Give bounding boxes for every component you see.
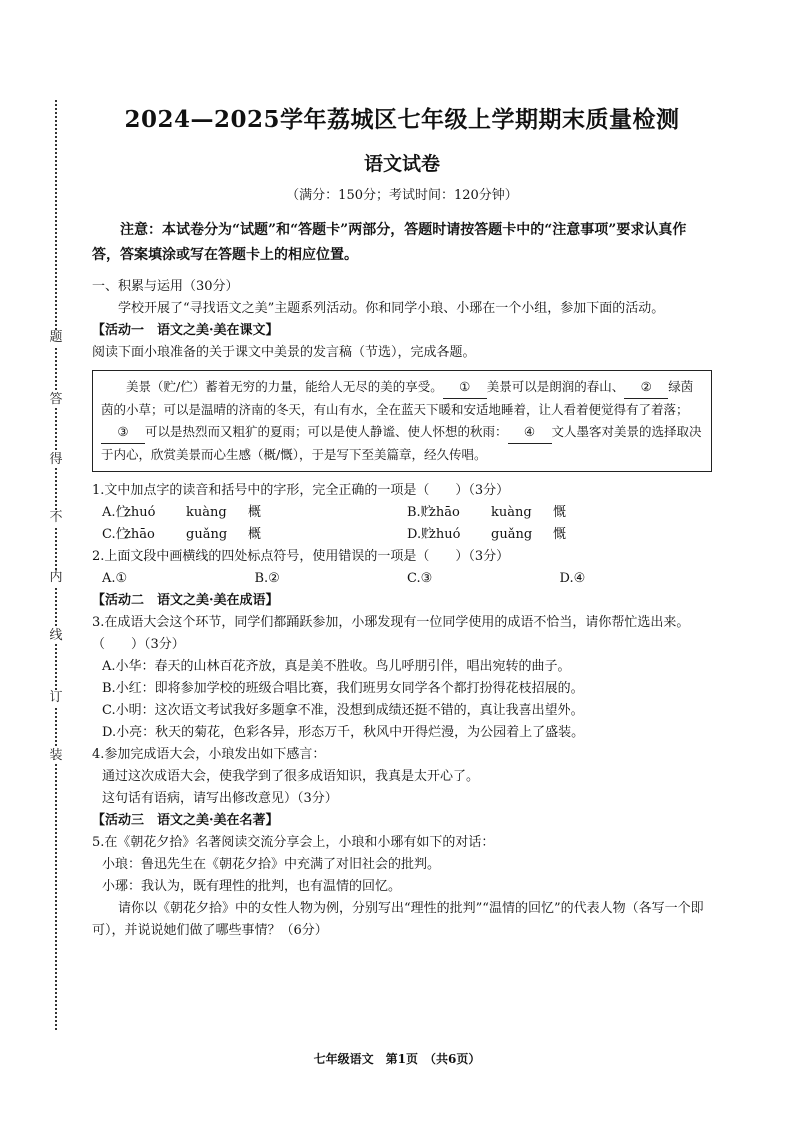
option-pinyin: kuàng	[491, 505, 532, 520]
activity1-heading: 【活动一 语文之美·美在课文】	[92, 323, 279, 338]
option-char: 慨	[553, 505, 567, 520]
option-a[interactable]: A.小华：春天的山林百花齐放，真是美不胜收。鸟儿呼朋引伴，唱出宛转的曲子。	[102, 659, 571, 674]
exam-subtitle: 语文试卷	[363, 153, 440, 175]
option-letter: D.贮	[407, 527, 435, 542]
option-pinyin: kuàng	[186, 505, 227, 520]
page-footer: 七年级语文 第1页 （共6页）	[313, 1052, 481, 1066]
binding-char: 得	[47, 452, 65, 468]
option-a[interactable]: A.①	[102, 571, 128, 586]
dialogue-line: 小琊：我认为，既有理性的批判，也有温情的回忆。	[102, 879, 402, 894]
question-3-stem: 3.在成语大会这个环节，同学们都踊跃参加，小琊发现有一位同学使用的成语不恰当，请你帮忙选出来。（ ）（3分）	[92, 615, 690, 652]
passage-blank: ①	[443, 376, 487, 399]
question-5-stem: 5.在《朝花夕拾》名著阅读交流分享会上，小琅和小琊有如下的对话：	[92, 835, 495, 850]
option-pinyin: guǎng	[491, 527, 533, 542]
part1-intro: 学校开展了“寻找语文之美”主题系列活动。你和同学小琅、小琊在一个小组，参加下面的活动。	[118, 301, 665, 316]
option-b[interactable]	[407, 502, 712, 524]
option-d[interactable]	[407, 524, 712, 546]
option-c[interactable]: C.③	[407, 571, 433, 586]
option-pinyin: guǎng	[186, 527, 228, 542]
option-char: 概	[248, 527, 262, 542]
passage-text: 文人墨客对美景的选择取决于内心，欣赏美景而心生感（概/慨），于是写下至美篇章，经久传唱。	[101, 424, 702, 462]
option-pinyin: zhuó	[124, 505, 156, 520]
activity1-intro: 阅读下面小琅准备的关于课文中美景的发言稿（节选），完成各题。	[92, 345, 476, 360]
part1-heading: 一、积累与运用（30分）	[92, 279, 239, 294]
passage-text: 美景可以是朗润的春山、	[486, 379, 625, 394]
option-pinyin: zhāo	[429, 505, 460, 520]
binding-line	[55, 100, 57, 1030]
exam-title: 2024—2025学年荔城区七年级上学期期末质量检测	[124, 106, 680, 133]
binding-char: 内	[47, 570, 65, 586]
option-char: 慨	[553, 527, 567, 542]
exam-meta: （满分：150分；考试时间：120分钟）	[286, 188, 518, 203]
question-1-options	[92, 502, 712, 546]
option-c[interactable]	[102, 524, 407, 546]
option-letter: B.贮	[407, 505, 434, 520]
passage-text: 绿茵茵的小草；可以是温晴的济南的冬天，有山有水，全在蓝天下暖和安适地睡着，让人看着便觉得有了着落；	[101, 379, 694, 417]
question-4-ask: 这句话有语病，请写出修改意见）（3分）	[102, 791, 338, 806]
option-pinyin: zhuó	[429, 527, 461, 542]
option-c[interactable]: C.小明：这次语文考试我好多题拿不准，没想到成绩还挺不错的，真让我喜出望外。	[102, 703, 584, 718]
option-char: 概	[248, 505, 262, 520]
activity3-heading: 【活动三 语文之美·美在名著】	[92, 813, 279, 828]
activity2-heading: 【活动二 语文之美·美在成语】	[92, 593, 279, 608]
option-d[interactable]: D.④	[559, 571, 586, 586]
option-letter: C.伫	[102, 527, 129, 542]
passage-blank: ③	[101, 421, 145, 444]
option-letter: A.伫	[102, 505, 129, 520]
option-b[interactable]: B.小红：即将参加学校的班级合唱比赛，我们班男女同学各个都打扮得花枝招展的。	[102, 681, 584, 696]
dialogue-line: 小琅：鲁迅先生在《朝花夕拾》中充满了对旧社会的批判。	[102, 857, 441, 872]
option-b[interactable]: B.②	[254, 571, 280, 586]
passage-text: 美景（贮/伫）蓄着无穷的力量，能给人无尽的美的享受。	[126, 379, 443, 394]
option-pinyin: zhāo	[124, 527, 155, 542]
binding-char: 答	[47, 392, 65, 408]
passage-text: 可以是热烈而又粗犷的夏雨；可以是使人静谧、使人怀想的秋雨：	[145, 424, 508, 439]
question-1-stem: 1.文中加点字的读音和括号中的字形，完全正确的一项是（ ）（3分）	[92, 483, 510, 498]
binding-char: 线	[47, 628, 65, 644]
passage-blank: ④	[508, 421, 552, 444]
binding-char: 题	[47, 330, 65, 346]
binding-char: 订	[47, 690, 65, 706]
question-5-ask: 请你以《朝花夕拾》中的女性人物为例，分别写出“理性的批判”“温情的回忆”的代表人物（各写一个即可），并说说她们做了哪些事情？（6分）	[92, 901, 704, 938]
option-d[interactable]: D.小亮：秋天的菊花，色彩各异，形态万千，秋风中开得烂漫，为公园着上了盛装。	[102, 725, 585, 740]
passage-blank: ②	[624, 376, 668, 399]
option-a[interactable]	[102, 502, 407, 524]
question-2-options	[92, 568, 712, 590]
passage-box	[92, 370, 712, 472]
binding-char: 不	[47, 510, 65, 526]
question-4-quote: 通过这次成语大会，使我学到了很多成语知识，我真是太开心了。	[102, 769, 480, 784]
exam-page	[92, 100, 712, 942]
question-4-stem: 4.参加完成语大会，小琅发出如下感言：	[92, 747, 326, 762]
exam-notice: 注意：本试卷分为“试题”和“答题卡”两部分，答题时请按答题卡中的“注意事项”要求认真作答，答案填涂或写在答题卡上的相应位置。	[92, 222, 687, 263]
binding-char: 装	[47, 748, 65, 764]
question-2-stem: 2.上面文段中画横线的四处标点符号，使用错误的一项是（ ）（3分）	[92, 549, 510, 564]
